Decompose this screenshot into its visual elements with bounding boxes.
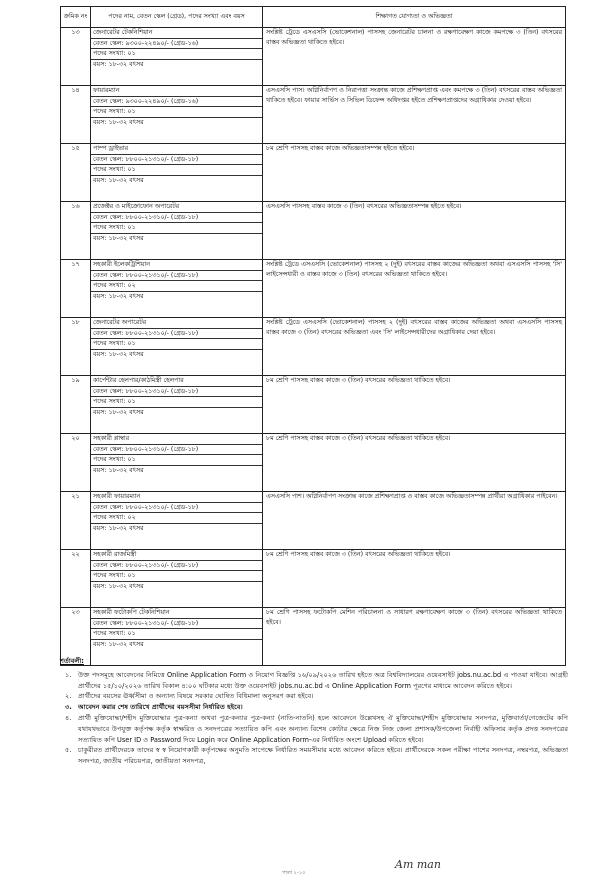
post-cell <box>91 550 263 608</box>
post-name: সহকারী প্লাম্বার <box>91 434 262 445</box>
table-row <box>61 260 566 318</box>
qualification-cell: সংশ্লিষ্ট ট্রেডে এসএসসি (ভোকেশনাল) পাসসহ জেনারেটর চালনা ও রক্ষণাবেক্ষণ কাজে কমপক্ষে ৩ (তিন) বৎসরের বাস্তব অভিজ্ঞতা থাকিতে হইবে। <box>263 28 566 86</box>
header-serial: ক্রমিক নং <box>61 7 91 28</box>
job-table <box>60 6 566 666</box>
post-count: পদের সংখ্যা: ০১ <box>91 339 262 350</box>
age-limit: বয়স: ১৮-৩২ বৎসর <box>93 524 144 532</box>
pay-scale: বেতন স্কেল: ৮৮০০-২১৩১০/- (গ্রেড-১৮) <box>91 387 262 398</box>
age-limit: বয়স: ১৮-৩২ বৎসর <box>93 60 144 68</box>
table-row <box>61 86 566 144</box>
post-cell <box>91 492 263 550</box>
pay-scale: বেতন স্কেল: ৮৮০০-২১৩১০/- (গ্রেড-১৮) <box>91 271 262 282</box>
qualification-cell: ৮ম শ্রেণি পাসসহ বাস্তব কাজে ৩ (তিন) বৎসরের অভিজ্ঞতা থাকিতে হইবে। <box>263 434 566 492</box>
term-text: প্রার্থী মুক্তিযোদ্ধা/শহীদ মুক্তিযোদ্ধার পুত্র-কন্যা অথবা পুত্র-কন্যার পুত্র-কন্যা (নাতি-নাতনি) হলে আবেদনে উল্লেখসহ ঐ মুক্তিযোদ্ধা/শহীদ মুক্তিযোদ্ধার সনদপত্র, মুক্তিবার্তা/গেজেটের কপি যথাযথভাবে উপযুক্ত কর্তৃপক্ষ কর্তৃক স্বাক্ষরিত ও সনদপত্রের সত্যায়িত কপি এবং অন্যান্য বিশেষ কোটার ক্ষেত্রে নিজ নিজ জেলা প্রশাসক/উপজেলা নির্বাহী অফিসার কর্তৃক প্রদত্ত সনদপত্রের সত্যায়িত কপি User ID ও Password দিয়ে Login করে Online Application Form-এর নির্ধারিত অংশে Upload করিতে হইবে। <box>78 713 568 744</box>
pay-scale: বেতন স্কেল: ৮৮০০-২১৩১০/- (গ্রেড-১৮) <box>91 445 262 456</box>
table-row <box>61 434 566 492</box>
header-qualification: শিক্ষাগত যোগ্যতা ও অভিজ্ঞতা <box>263 7 566 28</box>
table-row <box>61 318 566 376</box>
age-limit: বয়স: ১৮-৩২ বৎসর <box>93 350 144 358</box>
post-cell <box>91 434 263 492</box>
table-row <box>61 550 566 608</box>
post-name: জেনারেটর অপারেটর <box>91 318 262 329</box>
post-count: পদের সংখ্যা: ০১ <box>91 629 262 640</box>
terms-title: শর্তাবলী: <box>60 657 84 665</box>
post-name: সহকারী ইলেকট্রিশিয়ান <box>91 260 262 271</box>
post-cell <box>91 260 263 318</box>
term-item <box>60 713 568 745</box>
serial-cell: ১৫ <box>61 144 91 202</box>
age-limit: বয়স: ১৮-৩২ বৎসর <box>93 408 144 416</box>
term-number: ২. <box>65 692 72 701</box>
post-cell <box>91 28 263 86</box>
table-row <box>61 202 566 260</box>
pay-scale: বেতন স্কেল: ৮৮০০-২১৩১০/- (গ্রেড-১৮) <box>91 155 262 166</box>
post-count: পদের সংখ্যা: ০১ <box>91 455 262 466</box>
qualification-cell: এসএসসি পাসসহ বাস্তব কাজে ৩ (তিন) বৎসরের অভিজ্ঞতাসম্পন্ন হইতে হইবে। <box>263 202 566 260</box>
pay-scale: বেতন স্কেল: ৯৩০০-২২৪৯০/- (গ্রেড-১৬) <box>91 97 262 108</box>
header-post: পদের নাম, বেতন স্কেল (গ্রেড), পদের সংখ্যা এবং বয়স <box>91 7 263 28</box>
pay-scale: বেতন স্কেল: ৮৮০০-২১৩১০/- (গ্রেড-১৮) <box>91 619 262 630</box>
post-count: পদের সংখ্যা: ০২ <box>91 281 262 292</box>
qualification-cell: এসএসসি পাশ। অগ্নিনির্বাপণ সংক্রান্ত কাজে প্রশিক্ষণপ্রাপ্ত ও বাস্তব কাজে অভিজ্ঞতাসম্পন্ন প্রার্থীরা অগ্রাধিকার পাইবেন। <box>263 492 566 550</box>
page-number: পাতা ২-১৩ <box>282 870 306 876</box>
post-cell <box>91 202 263 260</box>
table-row <box>61 28 566 86</box>
age-limit: বয়স: ১৮-৩২ বৎসর <box>93 234 144 242</box>
post-count: পদের সংখ্যা: ০১ <box>91 49 262 60</box>
post-name: সহকারী ফায়ারম্যান <box>91 492 262 503</box>
age-limit: বয়স: ১৮-৩২ বৎসর <box>93 640 144 648</box>
term-number: ৪. <box>65 713 72 722</box>
serial-cell: ১৮ <box>61 318 91 376</box>
term-item <box>60 691 568 702</box>
post-name: প্রজেক্টর ও মাইক্রোফোন অপারেটর <box>91 202 262 213</box>
post-name: জেনারেটর টেকনিশিয়ান <box>91 28 262 39</box>
post-count: পদের সংখ্যা: ০১ <box>91 223 262 234</box>
term-text: প্রার্থীদের বয়সের ঊর্ধ্বসীমা ও অন্যান্য বিষয়ে সরকার ঘোষিত বিধিমালা অনুসরণ করা হইবে। <box>78 692 314 701</box>
pay-scale: বেতন স্কেল: ৮৮০০-২১৩১০/- (গ্রেড-১৮) <box>91 503 262 514</box>
qualification-cell: এসএসসি পাস। অগ্নিনির্বাপণ ও নিরাপত্তা সংক্রান্ত কাজে প্রশিক্ষণপ্রাপ্ত এবং কমপক্ষে ৩ (তিন) বৎসরের বাস্তব অভিজ্ঞতা থাকিতে হইবে। ফায়ার সার্ভিস ও সিভিল ডিফেন্স অধিদপ্তর হইতে প্রশিক্ষণপ্রাপ্তদের অগ্রাধিকার দেওয়া হইবে। <box>263 86 566 144</box>
term-number: ১. <box>65 670 72 679</box>
qualification-cell: ৮ম শ্রেণি পাসসহ বাস্তব কাজে অভিজ্ঞতাসম্পন্ন হইতে হইবে। <box>263 144 566 202</box>
table-row <box>61 144 566 202</box>
job-table-body <box>61 28 566 666</box>
serial-cell: ২২ <box>61 550 91 608</box>
post-name: ফায়ারম্যান <box>91 86 262 97</box>
post-name: পাম্প ড্রাইভার <box>91 144 262 155</box>
qualification-cell: সংশ্লিষ্ট ট্রেডে এসএসসি (ভোকেশনাল) পাসসহ ২ (দুই) বৎসরের বাস্তব কাজের অভিজ্ঞতা অথবা এসএসসি পাসসহ বাস্তব কাজে ৩ (তিন) বৎসরের অভিজ্ঞতা এবং 'সি' লাইসেন্সধারীদের অগ্রাধিকার দেয়া হইবে। <box>263 318 566 376</box>
post-count: পদের সংখ্যা: ০১ <box>91 107 262 118</box>
serial-cell: ২৩ <box>61 608 91 666</box>
term-item <box>60 670 568 692</box>
age-limit: বয়স: ১৮-৩২ বৎসর <box>93 466 144 474</box>
qualification-cell: ৮ম শ্রেণি পাসসহ বাস্তব কাজে ৩ (তিন) বৎসরের অভিজ্ঞতা থাকিতে হইবে। <box>263 376 566 434</box>
serial-cell: ১৬ <box>61 202 91 260</box>
post-cell <box>91 376 263 434</box>
post-cell <box>91 144 263 202</box>
table-header-row <box>61 7 566 28</box>
signature: Am man <box>395 858 441 871</box>
age-limit: বয়স: ১৮-৩২ বৎসর <box>93 176 144 184</box>
term-text: চাকুরীরত প্রার্থীদেরকে তাদের স্ব স্ব নিয়োগকারী কর্তৃপক্ষের অনুমতি সাপেক্ষে নির্ধারিত সময়সীমার মধ্যে আবেদন করিতে হইবে। প্রার্থীদেরকে সকল পরীক্ষা পাশের সনদপত্র, নম্বরপত্র, অভিজ্ঞতা সনদপত্র, জাতীয় পরিচয়পত্র, জাতীয়তা সনদপত্র, <box>78 746 568 766</box>
serial-cell: ১৪ <box>61 86 91 144</box>
serial-cell: ২১ <box>61 492 91 550</box>
term-item <box>60 702 568 713</box>
age-limit: বয়স: ১৮-৩২ বৎসর <box>93 118 144 126</box>
post-cell <box>91 318 263 376</box>
term-number: ৫. <box>65 746 72 755</box>
post-count: পদের সংখ্যা: ০১ <box>91 571 262 582</box>
serial-cell: ১৭ <box>61 260 91 318</box>
pay-scale: বেতন স্কেল: ৮৮০০-২১৩১০/- (গ্রেড-১৮) <box>91 213 262 224</box>
qualification-cell: ৮ম শ্রেণি পাসসহ ফটোকপি মেশিন পরিচালনা ও সাধারণ রক্ষণাবেক্ষণ কাজে ৩ (তিন) বৎসরের অভিজ্ঞতা থাকিতে হইবে। <box>263 608 566 666</box>
post-count: পদের সংখ্যা: ০১ <box>91 165 262 176</box>
post-count: পদের সংখ্যা: ০১ <box>91 397 262 408</box>
post-count: পদের সংখ্যা: ০২ <box>91 513 262 524</box>
pay-scale: বেতন স্কেল: ৮৮০০-২১৩১০/- (গ্রেড-১৮) <box>91 561 262 572</box>
terms-section <box>60 656 568 767</box>
age-limit: বয়স: ১৮-৩২ বৎসর <box>93 292 144 300</box>
pay-scale: বেতন স্কেল: ৯৩০০-২২৪৯০/- (গ্রেড-১৬) <box>91 39 262 50</box>
serial-cell: ১৩ <box>61 28 91 86</box>
qualification-cell: ৮ম শ্রেণি পাসসহ বাস্তব কাজে ৩ (তিন) বৎসরের অভিজ্ঞতা থাকিতে হইবে। <box>263 550 566 608</box>
post-name: কার্পেন্টার হেলপার/কাঠমিস্ত্রী হেলপার <box>91 376 262 387</box>
post-name: সহকারী ফটোকপি টেকনিশিয়ান <box>91 608 262 619</box>
serial-cell: ২০ <box>61 434 91 492</box>
terms-list <box>60 670 568 767</box>
qualification-cell: সংশ্লিষ্ট ট্রেডে এসএসসি (ভোকেশনাল) পাসসহ ২ (দুই) বৎসরের বাস্তব কাজের অভিজ্ঞতা অথবা এসএসসি পাসসহ 'সি' লাইসেন্সধারী ও বাস্তব কাজে ৩ (তিন) বৎসরের অভিজ্ঞতা থাকিতে হইবে। <box>263 260 566 318</box>
serial-cell: ১৯ <box>61 376 91 434</box>
post-cell <box>91 86 263 144</box>
table-row <box>61 376 566 434</box>
term-text: আবেদন করার শেষ তারিখে প্রার্থীদের বয়সসীমা নির্ধারিত হইবে। <box>78 703 243 712</box>
post-name: সহকারী রাজমিস্ত্রী <box>91 550 262 561</box>
term-number: ৩. <box>65 703 72 712</box>
pay-scale: বেতন স্কেল: ৮৮০০-২১৩১০/- (গ্রেড-১৮) <box>91 329 262 340</box>
table-row <box>61 492 566 550</box>
term-item <box>60 745 568 767</box>
age-limit: বয়স: ১৮-৩২ বৎসর <box>93 582 144 590</box>
term-text: উক্ত পদসমূহে আবেদনের নিমিত্তে Online Application Form ও নিয়োগ বিজ্ঞপ্তি ১৬/০৯/২০২৬ তারিখ হইতে অত্র বিশ্ববিদ্যালয়ের ওয়েবসাইট jobs.nu.ac.bd এ পাওয়া যাইবে। আগ্রহী প্রার্থীদের ১৫/১০/২০২৬ তারিখ বিকাল ৪:০০ ঘটিকার মধ্যে উক্ত ওয়েবসাইট jobs.nu.ac.bd এ Online Application Form পূরণের মাধ্যমে আবেদন করিতে হইবে। <box>78 670 568 690</box>
